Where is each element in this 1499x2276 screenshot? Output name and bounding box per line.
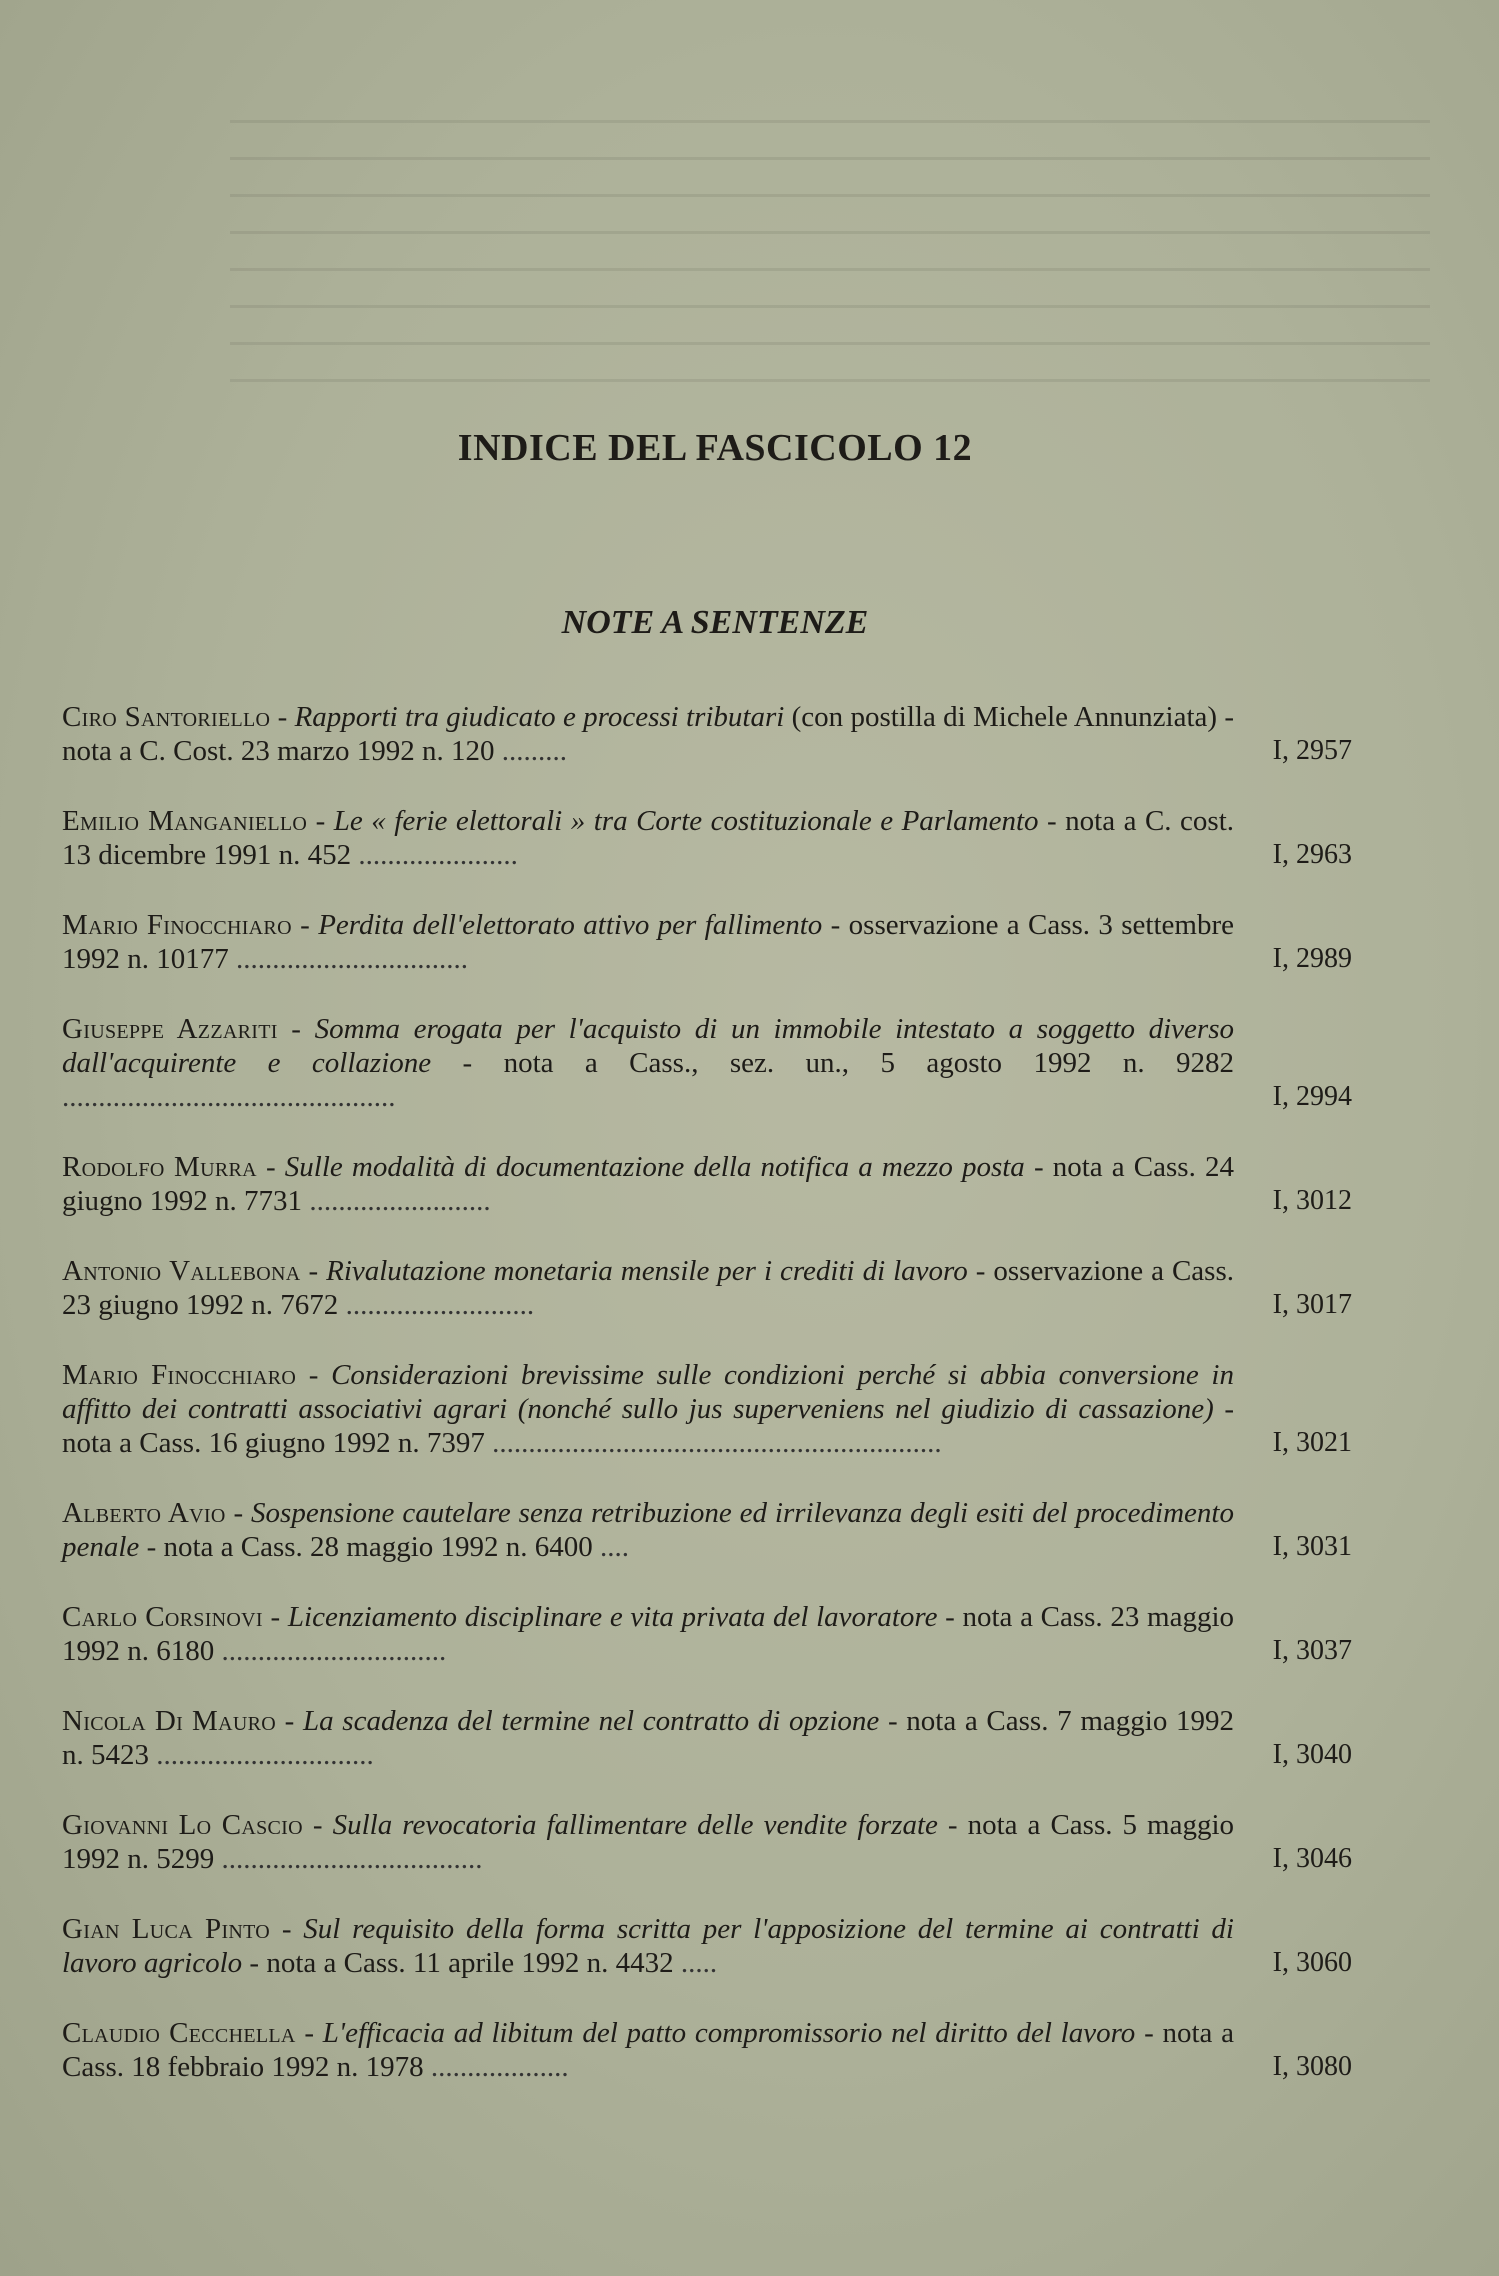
entry-reference: I, 3031 (1272, 1531, 1352, 1562)
entry-title: Rapporti tra giudicato e processi tributari (294, 701, 785, 733)
entry-reference: I, 3046 (1272, 1843, 1352, 1874)
entry-title: Rivalutazione monetaria mensile per i crediti di lavoro (326, 1255, 968, 1287)
entry-reference: I, 2963 (1272, 839, 1352, 870)
entry-note: - nota a Cass. 7 maggio 1992 n. 5423 (62, 1705, 1234, 1771)
index-entry: Carlo Corsinovi - Licenziamento disciplinare e vita privata del lavoratore - nota a Cass. 23 maggio 1992 n. 6180 ............................... I, 3037 (62, 1601, 1352, 1667)
entry-note: - osservazione a Cass. 23 giugno 1992 n. 7672 (62, 1255, 1234, 1321)
entry-title: L'efficacia ad libitum del patto compromissorio nel diritto del lavoro (322, 2017, 1136, 2049)
entry-title: Le « ferie elettorali » tra Corte costituzionale e Parlamento (333, 805, 1039, 837)
entry-note: - nota a Cass. 24 giugno 1992 n. 7731 (62, 1151, 1234, 1217)
entry-title: Perdita dell'elettorato attivo per fallimento (318, 909, 823, 941)
entry-author: Rodolfo Murra (62, 1151, 257, 1183)
index-entry: Gian Luca Pinto - Sul requisito della forma scritta per l'apposizione del termine ai contratti di lavoro agricolo - nota a Cass. 11 aprile 1992 n. 4432 ..... I, 3060 (62, 1913, 1352, 1979)
index-entry: Mario Finocchiaro - Perdita dell'elettorato attivo per fallimento - osservazione a Cass. 3 settembre 1992 n. 10177 ................................ I, 2989 (62, 909, 1352, 975)
entry-note: (con postilla di Michele Annunziata) - nota a C. Cost. 23 marzo 1992 n. 120 (62, 701, 1234, 767)
index-entry: Alberto Avio - Sospensione cautelare senza retribuzione ed irrilevanza degli esiti del procedimento penale - nota a Cass. 28 maggio 1992 n. 6400 .... I, 3031 (62, 1497, 1352, 1563)
entry-note: - osservazione a Cass. 3 settembre 1992 n. 10177 (62, 909, 1235, 975)
entry-title: Sulla revocatoria fallimentare delle vendite forzate (332, 1809, 938, 1841)
entry-title: Sulle modalità di documentazione della notifica a mezzo posta (284, 1151, 1025, 1183)
entry-reference: I, 3060 (1272, 1947, 1352, 1978)
entry-author: Carlo Corsinovi (62, 1601, 263, 1633)
entry-author: Antonio Vallebona (62, 1255, 301, 1287)
index-entry: Giovanni Lo Cascio - Sulla revocatoria fallimentare delle vendite forzate - nota a Cass. 5 maggio 1992 n. 5299 .................................... I, 3046 (62, 1809, 1352, 1875)
entry-title: Somma erogata per l'acquisto di un immobile intestato a soggetto diverso dall'acquirente e collazione (62, 1013, 1234, 1079)
entry-reference: I, 3021 (1272, 1427, 1352, 1458)
entry-reference: I, 3037 (1272, 1635, 1352, 1666)
entry-note: - nota a Cass. 16 giugno 1992 n. 7397 (62, 1393, 1235, 1459)
entry-note: - nota a Cass., sez. un., 5 agosto 1992 n. 9282 (462, 1047, 1234, 1079)
entry-author: Gian Luca Pinto (62, 1913, 271, 1945)
entry-title: Licenziamento disciplinare e vita privata del lavoratore (287, 1601, 938, 1633)
section-heading: NOTE A SENTENZE (561, 604, 869, 641)
entry-reference: I, 3040 (1272, 1739, 1352, 1770)
entry-author: Claudio Cecchella (62, 2017, 296, 2049)
entry-note: - nota a Cass. 23 maggio 1992 n. 6180 (62, 1601, 1235, 1667)
index-entry: Mario Finocchiaro - Considerazioni brevissime sulle condizioni perché si abbia conversione in affitto dei contratti associativi agrari (nonché sullo jus superveniens nel giudizio di cassazione) - nota a Cass. 16 giugno 1992 n. 7397 .............................................................. I, 3021 (62, 1359, 1352, 1459)
entry-author: Mario Finocchiaro (62, 909, 292, 941)
index-entry: Antonio Vallebona - Rivalutazione monetaria mensile per i crediti di lavoro - osservazione a Cass. 23 giugno 1992 n. 7672 .......................... I, 3017 (62, 1255, 1352, 1321)
entry-note: - nota a Cass. 28 maggio 1992 n. 6400 (146, 1531, 593, 1563)
entry-note: - nota a C. cost. 13 dicembre 1991 n. 452 (62, 805, 1235, 871)
entry-author: Emilio Manganiello (62, 805, 308, 837)
entry-title: Considerazioni brevissime sulle condizioni perché si abbia conversione in affitto dei contratti associativi agrari (nonché sullo jus superveniens nel giudizio di cassazione) (62, 1359, 1234, 1425)
entry-title: Sul requisito della forma scritta per l'apposizione del termine ai contratti di lavoro agricolo (62, 1913, 1234, 1979)
entry-reference: I, 2994 (1272, 1081, 1352, 1112)
entry-reference: I, 2989 (1272, 943, 1352, 974)
entry-author: Giuseppe Azzariti (62, 1013, 278, 1045)
index-entry: Claudio Cecchella - L'efficacia ad libitum del patto compromissorio nel diritto del lavoro - nota a Cass. 18 febbraio 1992 n. 1978 ................... I, 3080 (62, 2017, 1352, 2083)
index-entry: Emilio Manganiello - Le « ferie elettorali » tra Corte costituzionale e Parlamento - nota a C. cost. 13 dicembre 1991 n. 452 ...................... I, 2963 (62, 805, 1352, 871)
entry-author: Alberto Avio (62, 1497, 226, 1529)
entry-title: Sospensione cautelare senza retribuzione ed irrilevanza degli esiti del procedimento penale (62, 1497, 1234, 1563)
entry-author: Mario Finocchiaro (62, 1359, 297, 1391)
entry-note: - nota a Cass. 18 febbraio 1992 n. 1978 (62, 2017, 1235, 2083)
entry-note: - nota a Cass. 11 aprile 1992 n. 4432 (249, 1947, 674, 1979)
index-entries (62, 700, 1352, 2120)
index-entry: Ciro Santoriello - Rapporti tra giudicato e processi tributari (con postilla di Michele Annunziata) - nota a C. Cost. 23 marzo 1992 n. 120 ......... I, 2957 (62, 701, 1352, 767)
entry-author: Ciro Santoriello (62, 701, 271, 733)
bleed-through-text (230, 120, 1430, 450)
entry-author: Nicola Di Mauro (62, 1705, 276, 1737)
entry-reference: I, 3012 (1272, 1185, 1352, 1216)
entry-author: Giovanni Lo Cascio (62, 1809, 303, 1841)
entry-reference: I, 3080 (1272, 2051, 1352, 2082)
index-entry: Nicola Di Mauro - La scadenza del termine nel contratto di opzione - nota a Cass. 7 maggio 1992 n. 5423 .............................. I, 3040 (62, 1705, 1352, 1771)
index-entry: Giuseppe Azzariti - Somma erogata per l'acquisto di un immobile intestato a soggetto diverso dall'acquirente e collazione - nota a Cass., sez. un., 5 agosto 1992 n. 9282 .............................................. I, 2994 (62, 1013, 1352, 1113)
entry-note: - nota a Cass. 5 maggio 1992 n. 5299 (62, 1809, 1235, 1875)
entry-reference: I, 2957 (1272, 735, 1352, 766)
page-title: INDICE DEL FASCICOLO 12 (457, 427, 973, 469)
entry-reference: I, 3017 (1272, 1289, 1352, 1320)
entry-title: La scadenza del termine nel contratto di opzione (303, 1705, 880, 1737)
index-entry: Rodolfo Murra - Sulle modalità di documentazione della notifica a mezzo posta - nota a Cass. 24 giugno 1992 n. 7731 ......................... I, 3012 (62, 1151, 1352, 1217)
